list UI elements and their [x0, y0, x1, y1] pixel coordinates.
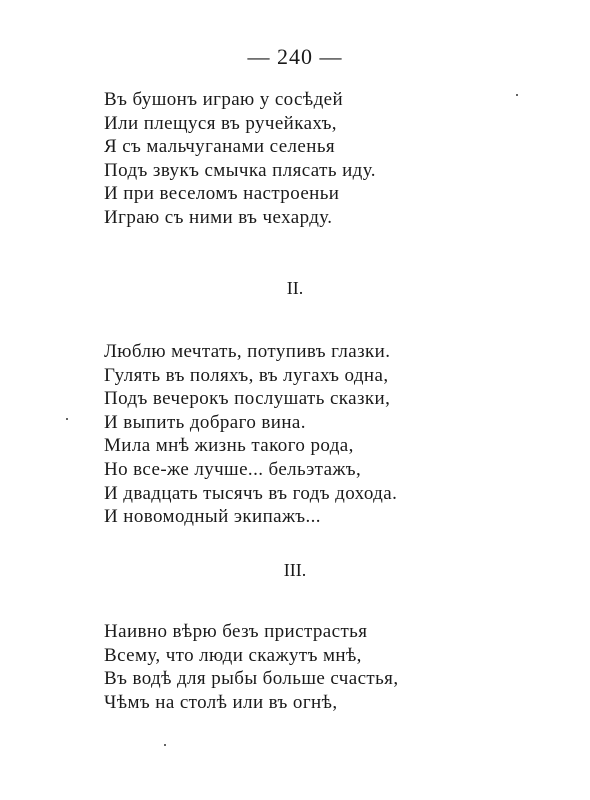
verse-line: Люблю мечтать, потупивъ глазки.: [104, 341, 391, 362]
page-number: — 240 —: [247, 44, 343, 69]
verse-line: Наивно вѣрю безъ пристрастья: [104, 621, 368, 642]
verse-line: И двадцать тысячъ въ годъ дохода.: [104, 482, 398, 504]
verse-line: Я съ мальчуганами селенья: [104, 136, 336, 158]
verse-line: Играю съ ними въ чехарду.: [104, 206, 333, 228]
verse-line: Подъ звукъ смычка плясать иду.: [104, 159, 376, 181]
print-speck: [516, 94, 518, 96]
section-heading-3: III.: [283, 560, 307, 580]
verse-line: Подъ вечерокъ послушать сказки,: [104, 388, 391, 410]
verse-line: Но все-же лучше... бельэтажъ,: [104, 458, 362, 480]
verse-line: Мила мнѣ жизнь такого рода,: [104, 435, 354, 457]
verse-line: Чѣмъ на столѣ или въ огнѣ,: [104, 691, 338, 713]
stanza-3: [104, 620, 534, 714]
stanza-1: [104, 88, 534, 230]
verse-line: Гулять въ поляхъ, въ лугахъ одна,: [104, 364, 389, 386]
print-speck: [66, 418, 68, 420]
stanza-2: [104, 340, 534, 529]
verse-line: И при веселомъ настроеньи: [104, 183, 340, 205]
section-heading-2: II.: [286, 278, 304, 298]
verse-line: Въ водѣ для рыбы больше счастья,: [104, 668, 399, 690]
verse-line: И новомодный экипажъ...: [104, 506, 321, 528]
verse-line: Или плещуся въ ручейкахъ,: [104, 112, 337, 134]
verse-line: Въ бушонъ играю у сосѣдей: [104, 89, 344, 110]
verse-line: И выпить добраго вина.: [104, 411, 306, 433]
verse-line: Всему, что люди скажутъ мнѣ,: [104, 644, 362, 666]
print-speck: [164, 744, 166, 746]
